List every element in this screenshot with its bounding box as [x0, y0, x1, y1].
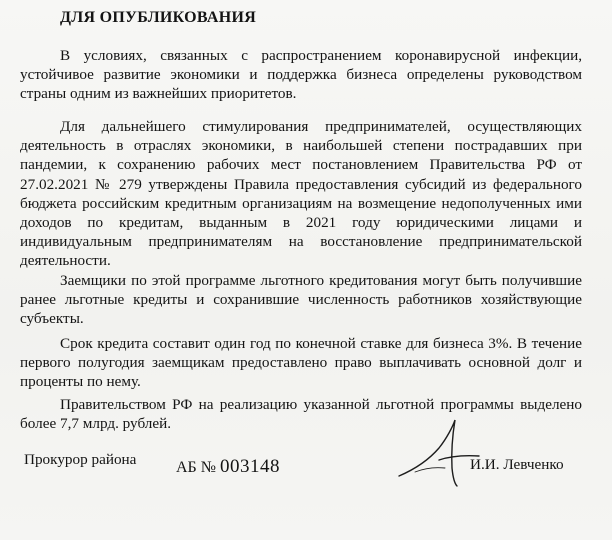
paragraph-4: Срок кредита составит один год по конечной ставке для бизнеса 3%. В течение первого полугодия заемщикам предоставлено право выплачивать основной долг и проценты по нему.: [20, 335, 582, 391]
stamp-number-value: 003148: [220, 456, 281, 477]
paragraph-3: Заемщики по этой программе льготного кредитования могут быть получившие ранее льготные кредиты и сохранившие численность работников хозяйствующие субъекты.: [20, 272, 582, 328]
stamp-series: АБ №: [176, 459, 217, 476]
stamp-number: [176, 456, 280, 478]
paragraph-2: Для дальнейшего стимулирования предпринимателей, осуществляющих деятельность в отраслях экономики, в наибольшей степени пострадавших при пандемии, к сохранению рабочих мест постановлением Правительства РФ от 27.02.2021 № 279 утверждены Правила предоставления субсидий из федерального бюджета российским кредитным организациям на возмещение недополученных ими доходов по кредитам, выданным в 2021 году юридическими лицами и индивидуальным предпринимателям на восстановление предпринимательской деятельности.: [20, 118, 582, 270]
paragraph-1: В условиях, связанных с распространением коронавирусной инфекции, устойчивое развитие экономики и поддержка бизнеса определены руководством страны одним из важнейших приоритетов.: [20, 47, 582, 103]
paragraph-5: Правительством РФ на реализацию указанной льготной программы выделено более 7,7 млрд. рублей.: [20, 396, 582, 433]
signatory-position: Прокурор района: [24, 451, 137, 468]
document-title: ДЛЯ ОПУБЛИКОВАНИЯ: [60, 9, 257, 26]
signatory-name: И.И. Левченко: [470, 456, 564, 473]
